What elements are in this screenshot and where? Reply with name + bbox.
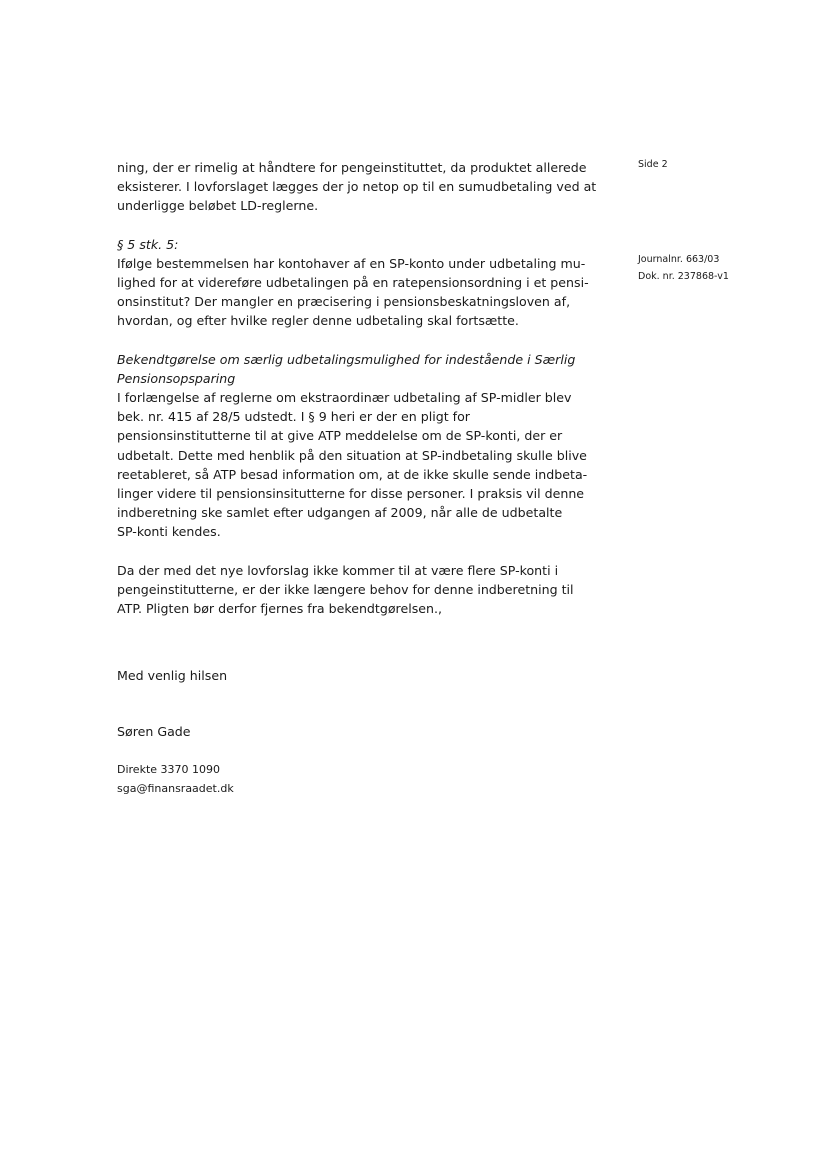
- text-line: lighed for at videreføre udbetalingen på en ratepensionsordning i et pensi-: [117, 275, 589, 291]
- text-line: pensionsinstitutterne til at give ATP meddelelse om de SP-konti, der er: [117, 428, 563, 444]
- page-number-label: Side 2: [638, 159, 668, 170]
- contact-info: [117, 761, 234, 798]
- text-line: indberetning ske samlet efter udgangen af 2009, når alle de udbetalte: [117, 505, 563, 521]
- text-line: SP-konti kendes.: [117, 524, 221, 540]
- text-line: linger videre til pensionsinsitutterne for disse personer. I praksis vil denne: [117, 486, 585, 502]
- document-reference: [638, 251, 729, 285]
- section-heading: Bekendtgørelse om særlig udbetalingsmulighed for indestående i Særlig: [117, 351, 576, 367]
- text-line: eksisterer. I lovforslaget lægges der jo netop op til en sumudbetaling ved at: [117, 179, 597, 195]
- section-bekendtgoerelse: [117, 350, 607, 542]
- email-address: sga@finansraadet.dk: [117, 781, 234, 795]
- text-line: underligge beløbet LD-reglerne.: [117, 198, 319, 214]
- text-line: Da der med det nye lovforslag ikke kommer til at være flere SP-konti i: [117, 562, 559, 578]
- paragraph-conclusion: [117, 561, 607, 619]
- section-heading: Pensionsopsparing: [117, 370, 236, 386]
- text-line: pengeinstitutterne, er der ikke længere behov for denne indberetning til: [117, 581, 574, 597]
- paragraph-continuation: [117, 158, 607, 216]
- text-line: onsinstitut? Der mangler en præcisering i pensionsbeskatningsloven af,: [117, 294, 571, 310]
- text-line: reetableret, så ATP besad information om, at de ikke skulle sende indbeta-: [117, 466, 588, 482]
- text-line: ATP. Pligten bør derfor fjernes fra bekendtgørelsen.,: [117, 601, 443, 617]
- journal-number: Journalnr. 663/03: [638, 254, 720, 265]
- section-stk5: [117, 235, 607, 331]
- text-line: bek. nr. 415 af 28/5 udstedt. I § 9 heri er der en pligt for: [117, 409, 470, 425]
- closing-greeting: Med venlig hilsen: [117, 668, 228, 683]
- text-line: ning, der er rimelig at håndtere for pengeinstituttet, da produktet allerede: [117, 160, 587, 175]
- text-line: I forlængelse af reglerne om ekstraordinær udbetaling af SP-midler blev: [117, 390, 572, 406]
- text-line: Ifølge bestemmelsen har kontohaver af en SP-konto under udbetaling mu-: [117, 255, 586, 271]
- signer-name: Søren Gade: [117, 724, 191, 739]
- page-number: [638, 156, 668, 173]
- text-line: udbetalt. Dette med henblik på den situation at SP-indbetaling skulle blive: [117, 447, 587, 463]
- phone-number: Direkte 3370 1090: [117, 763, 221, 776]
- letter-body: [117, 158, 607, 618]
- text-line: hvordan, og efter hvilke regler denne udbetaling skal fortsætte.: [117, 313, 519, 329]
- section-heading: § 5 stk. 5:: [117, 236, 179, 252]
- document-number: Dok. nr. 237868-v1: [638, 271, 729, 282]
